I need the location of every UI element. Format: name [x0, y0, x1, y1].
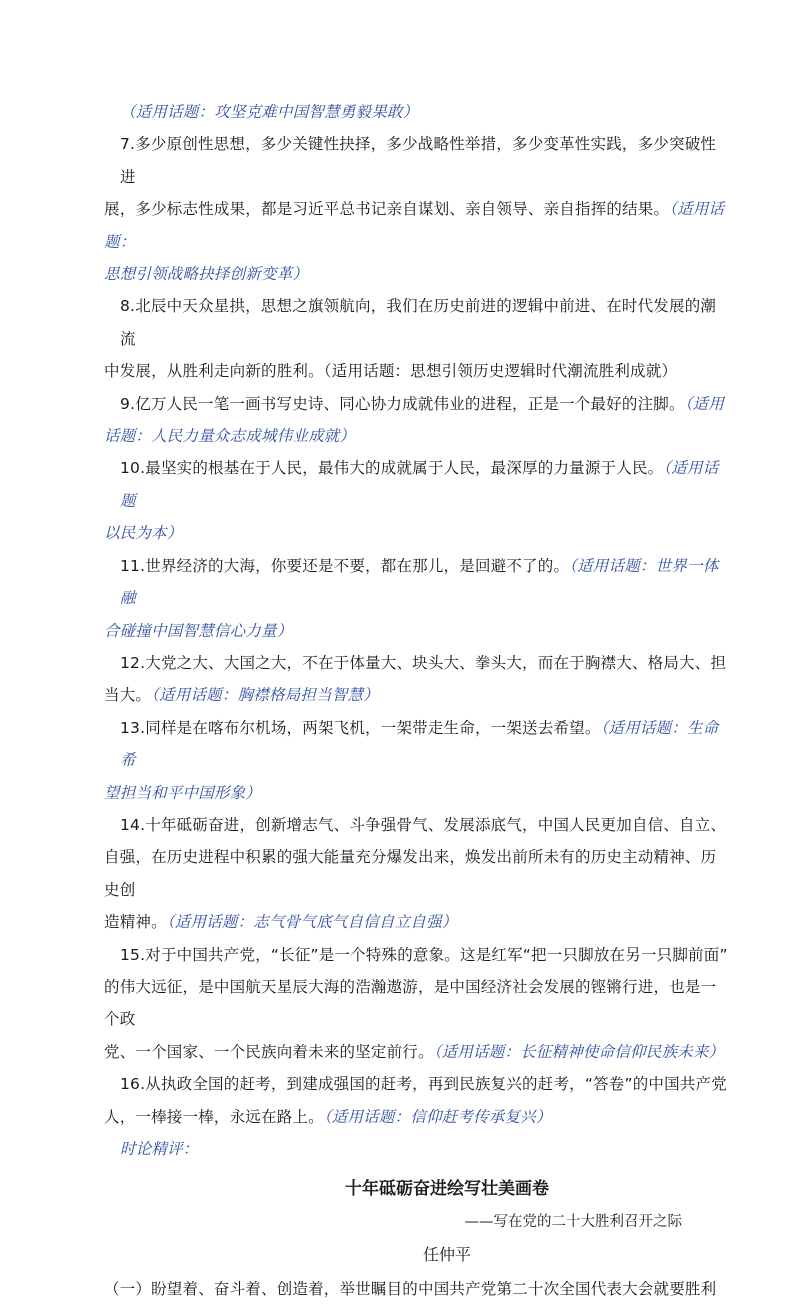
quote-7-line-3 [104, 258, 730, 290]
topic-tag: （适用话题：信仰赶考传承复兴） [323, 1107, 552, 1126]
quote-15-line-2: 的伟大远征，是中国航天星辰大海的浩瀚遨游，是中国经济社会发展的铿锵行进，也是一个政 [104, 977, 717, 1029]
quote-11-line-2 [104, 615, 730, 647]
quote-8-line-1: 8.北辰中天众星拱，思想之旗领航向，我们在历史前进的逻辑中前进、在时代发展的潮流 [120, 297, 717, 348]
article-paragraph-1: （一）盼望着、奋斗着、创造着，举世瞩目的中国共产党第二十次全国代表大会就要胜利 [104, 1280, 717, 1299]
topic-tag: 合碰撞中国智慧信心力量） [104, 621, 293, 640]
quote-14-line-1: 14.十年砥砺奋进，创新增志气、斗争强骨气、发展添底气，中国人民更加自信、自立、 [120, 815, 727, 834]
quote-15-line-3: 党、一个国家、一个民族向着未来的坚定前行。（适用话题：长征精神使命信仰民族未来） [104, 1042, 725, 1061]
topic-tag: （适用话题：生命希 [120, 718, 719, 770]
topic-tag: 望担当和平中国形象） [104, 783, 262, 802]
topic-tag: （适用话题：世界一体融 [120, 556, 719, 608]
quote-16-line-2: 人，一棒接一棒，永远在路上。（适用话题：信仰赶考传承复兴） [104, 1107, 552, 1126]
topic-tag: （适用话题：攻坚克难中国智慧勇毅果敢） [120, 103, 419, 121]
quote-13-line-2 [104, 777, 730, 809]
quote-9-line-2 [104, 420, 730, 452]
quote-7-line-2: 展，多少标志性成果，都是习近平总书记亲自谋划、亲自领导、亲自指挥的结果。（适用话题： [104, 200, 725, 251]
quote-11-line-1: 11.世界经济的大海，你要还是不要，都在那儿，是回避不了的。（适用话题：世界一体融 [120, 556, 719, 608]
quote-15-line-1: 15.对于中国共产党，“长征”是一个特殊的意象。这是红军“把一只脚放在另一只脚前面” [120, 945, 728, 964]
quote-9-line-1: 9.亿万人民一笔一画书写史诗、同心协力成就伟业的进程，正是一个最好的注脚。（适用 [120, 394, 725, 413]
quote-7-line-1: 7.多少原创性思想，多少关键性抉择，多少战略性举措，多少变革性实践，多少突破性进 [120, 135, 717, 186]
quote-10-line-2 [104, 517, 730, 549]
comment-heading-line [104, 1133, 730, 1165]
topic-tag: （适用话题： [104, 200, 725, 251]
quote-10-line-1: 10.最坚实的根基在于人民，最伟大的成就属于人民，最深厚的力量源于人民。（适用话题 [120, 459, 719, 510]
article-subtitle: ——写在党的二十大胜利召开之际 [464, 1214, 682, 1231]
topic-tag: （适用话题 [120, 459, 719, 510]
topic-tag: （适用话题：胸襟格局担当智慧） [151, 686, 379, 705]
topic-tag: 以民为本） [104, 524, 183, 543]
topic-tag: （适用话题：长征精神使命信仰民族未来） [433, 1042, 725, 1061]
topic-tag: （适用话题：志气骨气底气自信自立自强） [166, 913, 458, 932]
quote-13-line-1: 13.同样是在喀布尔机场，两架飞机，一架带走生命，一架送去希望。（适用话题：生命希 [120, 718, 719, 770]
article-author: 任仲平 [422, 1245, 471, 1265]
quote-12-line-2: 当大。（适用话题：胸襟格局担当智慧） [104, 686, 379, 705]
quote-8-line-2: 中发展，从胜利走向新的胜利。（适用话题：思想引领历史逻辑时代潮流胜利成就） [104, 362, 678, 381]
quote-12-line-1: 12.大党之大、大国之大，不在于体量大、块头大、拳头大，而在于胸襟大、格局大、担 [120, 653, 727, 672]
quote-14-line-2: 自强，在历史进程中积累的强大能量充分爆发出来，焕发出前所未有的历史主动精神、历史创 [104, 848, 717, 899]
comment-heading: 时论精评： [120, 1140, 199, 1158]
article-title: 十年砥砺奋进绘写壮美画卷 [345, 1179, 549, 1200]
quote-16-line-1: 16.从执政全国的赶考，到建成强国的赶考，再到民族复兴的赶考，“答卷”的中国共产党 [120, 1075, 727, 1094]
topic-tag: 话题：人民力量众志成城伟业成就） [104, 427, 356, 446]
topic-line-0 [104, 96, 730, 128]
topic-tag: （适用 [684, 394, 725, 413]
quote-14-line-3: 造精神。（适用话题：志气骨气底气自信自立自强） [104, 913, 458, 932]
topic-tag: 思想引领战略抉择创新变革） [104, 265, 309, 284]
